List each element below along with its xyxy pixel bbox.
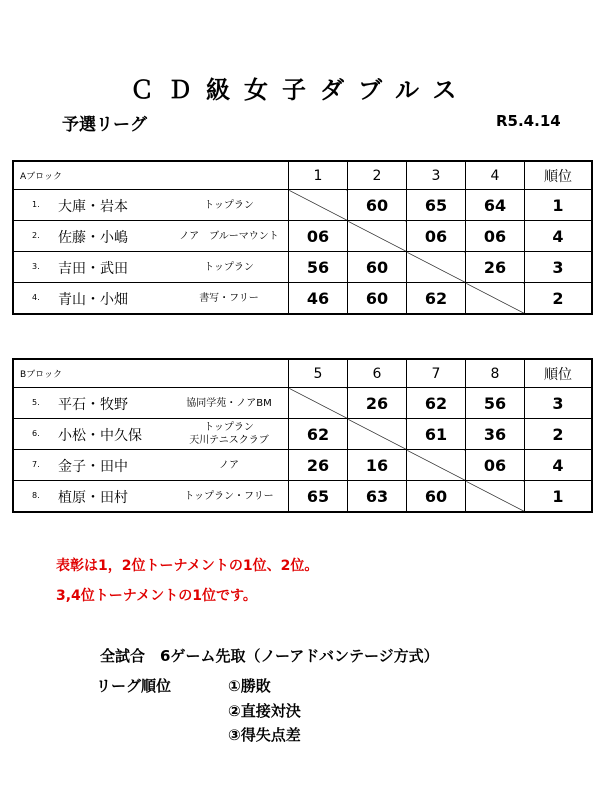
column-header: 3: [407, 161, 466, 190]
rank-cell: 3: [525, 388, 593, 419]
player-cell: [13, 388, 289, 419]
entry-number: 6.: [32, 429, 40, 438]
block-a-header: [13, 161, 592, 190]
club-line: ノア ブルーマウント: [179, 230, 279, 242]
self-match-cell: [348, 419, 407, 450]
event-date: R5.4.14: [496, 112, 561, 130]
club-line: トップラン: [204, 422, 254, 433]
page-subtitle: 予選リーグ: [62, 115, 147, 135]
score-cell: 61: [407, 419, 466, 450]
entry-number: 3.: [32, 262, 40, 271]
rank-cell: 4: [525, 450, 593, 481]
pair-names: 小松・中久保: [58, 428, 142, 444]
block-b-label: Bブロック: [13, 359, 289, 388]
pair-names: 植原・田村: [58, 490, 128, 506]
player-cell: [13, 450, 289, 481]
club-name: [166, 481, 292, 511]
ranking-criterion-2: ②直接対決: [228, 702, 301, 720]
column-header: 6: [348, 359, 407, 388]
score-cell: 60: [348, 252, 407, 283]
player-cell: [13, 419, 289, 450]
score-cell: 06: [466, 450, 525, 481]
block-a-table: [12, 160, 593, 315]
score-cell: 60: [348, 283, 407, 315]
rank-cell: 1: [525, 190, 593, 221]
player-cell: [13, 252, 289, 283]
club-name: [166, 190, 292, 220]
ranking-criterion-1: ①勝敗: [228, 677, 271, 695]
table-row: [13, 190, 592, 221]
table-row: [13, 450, 592, 481]
club-line: トップラン: [204, 199, 254, 211]
entry-number: 2.: [32, 231, 40, 240]
page-title: ＣＤ級女子ダブルス: [130, 76, 471, 104]
column-header: 2: [348, 161, 407, 190]
block-a-label: Aブロック: [13, 161, 289, 190]
self-match-cell: [407, 252, 466, 283]
player-cell: [13, 481, 289, 513]
table-row: [13, 481, 592, 513]
score-cell: 06: [407, 221, 466, 252]
score-cell: 26: [289, 450, 348, 481]
rank-cell: 4: [525, 221, 593, 252]
pair-names: 金子・田中: [58, 459, 128, 475]
score-cell: 62: [289, 419, 348, 450]
self-match-cell: [407, 450, 466, 481]
column-header: 4: [466, 161, 525, 190]
score-cell: 06: [466, 221, 525, 252]
pair-names: 佐藤・小嶋: [58, 230, 128, 246]
column-header: 8: [466, 359, 525, 388]
score-cell: 56: [289, 252, 348, 283]
club-name: [166, 283, 292, 313]
club-line: 書写・フリー: [199, 292, 259, 304]
column-header: 7: [407, 359, 466, 388]
club-name: [166, 221, 292, 251]
score-cell: 16: [348, 450, 407, 481]
club-line: 協同学苑・ノアBM: [186, 397, 272, 409]
entry-number: 7.: [32, 460, 40, 469]
table-row: [13, 388, 592, 419]
ranking-criterion-3: ③得失点差: [228, 726, 301, 744]
self-match-cell: [289, 388, 348, 419]
table-row: [13, 252, 592, 283]
self-match-cell: [289, 190, 348, 221]
score-cell: 26: [466, 252, 525, 283]
pair-names: 青山・小畑: [58, 292, 128, 308]
score-cell: 60: [407, 481, 466, 513]
table-row: [13, 419, 592, 450]
table-row: [13, 283, 592, 315]
block-b-table: [12, 358, 593, 513]
rank-cell: 1: [525, 481, 593, 513]
club-line: 天川テニスクラブ: [189, 435, 269, 446]
score-cell: 65: [289, 481, 348, 513]
entry-number: 1.: [32, 200, 40, 209]
self-match-cell: [466, 481, 525, 513]
entry-number: 5.: [32, 398, 40, 407]
score-cell: 60: [348, 190, 407, 221]
column-header: 5: [289, 359, 348, 388]
award-note-line-1: 表彰は1，2位トーナメントの1位、2位。: [56, 558, 319, 574]
club-name: [166, 419, 292, 449]
club-line: ノア: [219, 459, 239, 471]
rank-header: 順位: [525, 359, 593, 388]
entry-number: 4.: [32, 293, 40, 302]
entry-number: 8.: [32, 491, 40, 500]
score-cell: 36: [466, 419, 525, 450]
self-match-cell: [466, 283, 525, 315]
club-line: トップラン・フリー: [184, 490, 274, 502]
score-cell: 65: [407, 190, 466, 221]
pair-names: 吉田・武田: [58, 261, 128, 277]
ranking-label: リーグ順位: [96, 677, 172, 695]
score-cell: 64: [466, 190, 525, 221]
club-name: [166, 450, 292, 480]
player-cell: [13, 190, 289, 221]
score-cell: 26: [348, 388, 407, 419]
pair-names: 平石・牧野: [58, 397, 128, 413]
rank-cell: 3: [525, 252, 593, 283]
score-cell: 56: [466, 388, 525, 419]
award-note-line-2: 3,4位トーナメントの1位です。: [56, 588, 257, 604]
block-b-header: [13, 359, 592, 388]
score-cell: 62: [407, 388, 466, 419]
self-match-cell: [348, 221, 407, 252]
player-cell: [13, 221, 289, 252]
club-name: [166, 388, 292, 418]
rank-cell: 2: [525, 419, 593, 450]
column-header: 1: [289, 161, 348, 190]
rank-header: 順位: [525, 161, 593, 190]
pair-names: 大庫・岩本: [58, 199, 128, 215]
score-cell: 62: [407, 283, 466, 315]
player-cell: [13, 283, 289, 315]
score-cell: 63: [348, 481, 407, 513]
match-format: 全試合 6ゲーム先取（ノーアドバンテージ方式）: [100, 647, 439, 665]
club-line: トップラン: [204, 261, 254, 273]
table-row: [13, 221, 592, 252]
club-name: [166, 252, 292, 282]
score-cell: 06: [289, 221, 348, 252]
score-cell: 46: [289, 283, 348, 315]
rank-cell: 2: [525, 283, 593, 315]
